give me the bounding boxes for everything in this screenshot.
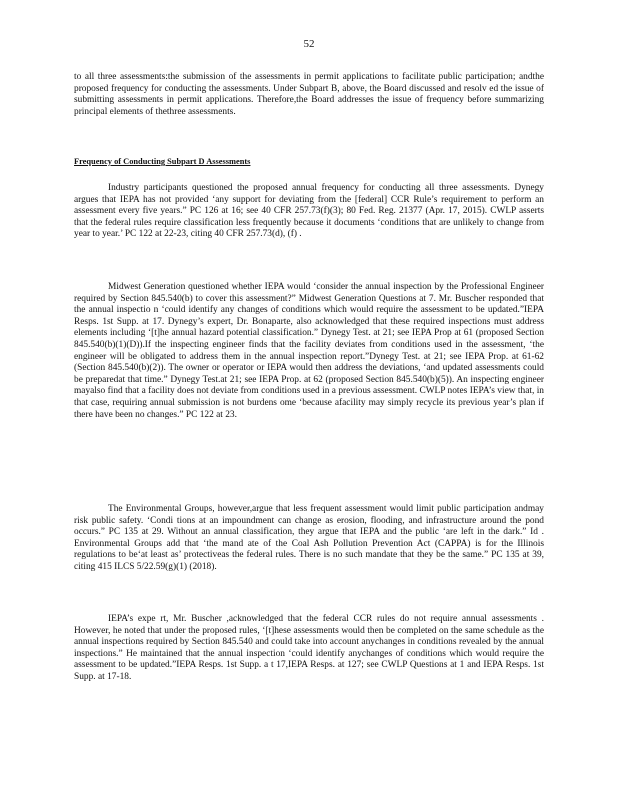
industry-paragraph: Industry participants questioned the proposed annual frequency for conducting all three assessments. Dynegy argues that IEPA has not provided ‘any support for deviating from the [federal] CCR Rule’s requirement to perform an assessment every five years.” PC 126 at 16; see 40 CFR 257.73(f)(3); 80 Fed. Reg. 21377 (Apr. 17, 2015). CWLP asserts that the federal rules require classification less frequently because it documents ‘conditions that are unlikely to change from year to year.’ PC 122 at 22-23, citing 40 CFR 257.73(d), (f) . <box>74 183 544 240</box>
section-heading: Frequency of Conducting Subpart D Assessments <box>74 157 251 166</box>
iepa-expert-paragraph: IEPA’s expe rt, Mr. Buscher ,acknowledged that the federal CCR rules do not require annual assessments . However, he noted that under the proposed rules, ‘[t]hese assessments would then be completed on the same schedule as the annual inspections required by Section 845.540 and could take into account anychanges in conditions revealed by the annual inspections.” He maintained that the annual inspection ‘could identify anychanges of conditions which would require the assessment to be updated.”IEPA Resps. 1st Supp. a t 17,IEPA Resps. at 127; see CWLP Questions at 1 and IEPA Resps. 1st Supp. at 17-18. <box>74 614 544 682</box>
page-number: 52 <box>303 38 315 50</box>
environmental-groups-paragraph: The Environmental Groups, however,argue that less frequent assessment would limit public participation andmay risk public safety. ‘Condi tions at an impoundment can change as erosion, flooding, and infrastructure around the pond occurs.” PC 135 at 29. Without an annual classification, they argue that IEPA and the public ‘are left in the dark.” Id . Environmental Groups add that ‘the mand ate of the Coal Ash Pollution Prevention Act (CAPPA) is for the Illinois regulations to be‘at least as’ protectiveas the federal rules. There is no such mandate that they be the same.” PC 135 at 39, citing 415 ILCS 5/22.59(g)(1) (2018). <box>74 504 544 572</box>
midwest-generation-paragraph: Midwest Generation questioned whether IEPA would ‘consider the annual inspection by the Professional Engineer required by Section 845.540(b) to cover this assessment?” Midwest Generation Questions at 7. Mr. Buscher responded that the annual inspectio n ‘could identify any changes of conditions which would require the assessment to be updated.”IEPA Resps. 1st Supp. at 17. Dynegy’s expert, Dr. Bonaparte, also acknowledged that these required inspections must address elements including ‘[t]he annual hazard potential classification.” Dynegy Test. at 21; see IEPA Prop at 61 (proposed Section 845.540(b)(1)(D)).If the inspecting engineer finds that the facility deviates from conditions used in the assessment, ‘the engineer will be obligated to address them in the annual inspection report.”Dynegy Test. at 21; see IEPA Prop. at 61-62 (Section 845.540(b)(2)). The owner or operator or IEPA would then address the deviations, ‘and updated assessments could be preparedat that time.” Dynegy Test.at 21; see IEPA Prop. at 62 (proposed Section 845.540(b)(5)). An inspecting engineer mayalso find that a facility does not deviate from conditions used in a previous assessment. CWLP notes IEPA’s view that, in that case, requiring annual submission is not burdens ome ‘because afacility may simply recycle its previous year’s plan if there have been no changes.” PC 122 at 23. <box>74 282 544 420</box>
intro-paragraph: to all three assessments:the submission of the assessments in permit applications to facilitate public participation; andthe proposed frequency for conducting the assessments. Under Subpart B, above, the Board discussed and resolv ed the issue of submitting assessments in permit applications. Therefore,the Board addresses the issue of frequency before summarizing principal elements of thethree assessments. <box>74 72 544 117</box>
